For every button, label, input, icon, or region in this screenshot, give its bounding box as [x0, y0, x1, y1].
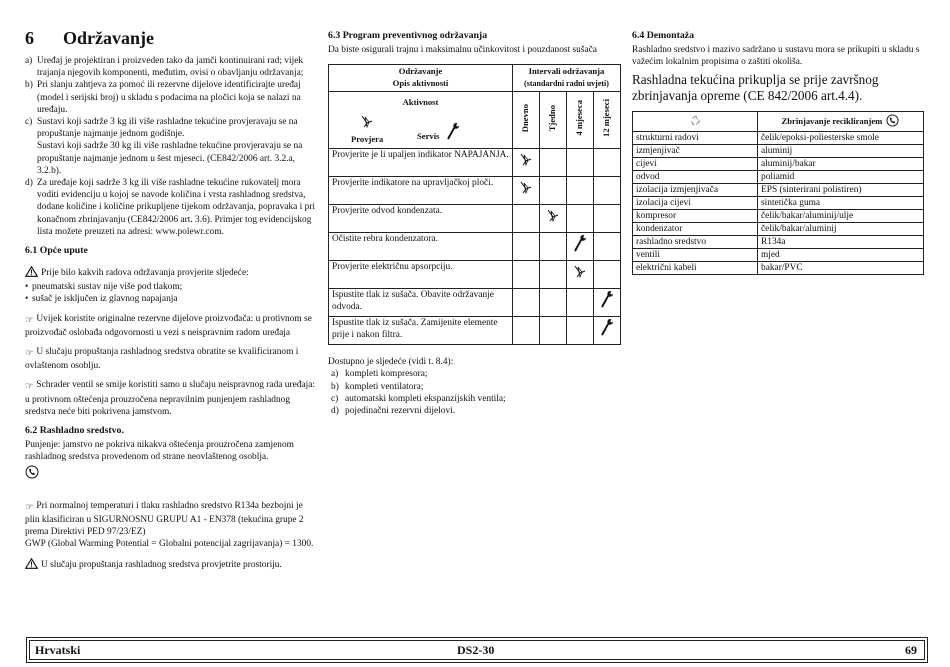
recycle-header-cell — [633, 112, 758, 132]
interval-cell — [567, 289, 594, 317]
interval-cell — [513, 317, 540, 345]
table-header: Održavanje Opis aktivnosti — [329, 65, 513, 92]
component-cell: cijevi — [633, 158, 758, 171]
table-header: Intervali održavanja (standardni radni uvjeti) — [513, 65, 621, 92]
component-cell: odvod — [633, 171, 758, 184]
activity-cell: Očistite rebra kondenzatora. — [329, 233, 513, 261]
check-eye-icon — [545, 217, 561, 227]
activity-cell: Provjerite električnu apsorpciju. — [329, 261, 513, 289]
interval-header: Dnevno — [513, 92, 540, 149]
material-cell: sintetička guma — [758, 197, 924, 210]
interval-cell — [513, 149, 540, 177]
phone-icon — [886, 114, 899, 130]
table-row — [633, 145, 924, 158]
check-eye-icon — [572, 273, 588, 283]
interval-cell — [513, 289, 540, 317]
table-row — [633, 171, 924, 184]
warning-icon — [25, 558, 38, 573]
note-text: ☞ Uvijek koristite originalne rezervne dijelove proizvođača: u protivnom se proizvođač oslobađa odgovornosti u vezi s neispravnim radom uređaja — [25, 313, 312, 338]
interval-cell — [540, 261, 567, 289]
list-item: • pneumatski sustav nije više pod tlakom; — [25, 282, 183, 293]
material-cell: čelik/bakar/aluminij — [758, 223, 924, 236]
interval-cell — [567, 149, 594, 177]
table-header: Zbrinjavanje recikliranjem — [758, 112, 924, 132]
component-cell: električni kabeli — [633, 262, 758, 275]
table-row — [329, 205, 621, 233]
warning-text: Prije bilo kakvih radova održavanja provjerite sljedeće: — [25, 266, 317, 281]
component-cell: ventili — [633, 249, 758, 262]
table-row — [329, 317, 621, 345]
note-text: ☞ Pri normalnoj temperaturi i tlaku rashladno sredstvo R134a bezbojni je plin klasificiran u SIGURNOSNU GRUPU A1 - EN378 (tekućina grupe 2 prema Direktivi PED 97/23/EZ) GWP (Global Warming Potential = Globalni potencijal zagrijavanja) = 1300. — [25, 500, 314, 550]
activity-cell: Provjerite je li upaljen indikator NAPAJANJA. — [329, 149, 513, 177]
check-eye-icon — [518, 161, 534, 171]
table-row — [633, 223, 924, 236]
note-text: ☞ U slučaju propuštanja rashladnog sredstva obratite se kvalificiranom i ovlaštenom osoblju. — [25, 347, 299, 372]
pointing-hand-icon: ☞ — [25, 315, 34, 326]
check-eye-icon — [351, 114, 383, 134]
list-item: a) kompleti kompresora; — [331, 369, 428, 380]
component-cell: kompresor — [633, 210, 758, 223]
section-title: Održavanje — [63, 28, 154, 48]
list-item: a) Uređaj je projektiran i proizveden tako da jamči kontinuirani rad; vijek trajanja njegovih komponenti, međutim, ovisi o obavljanju održavanja; — [25, 56, 304, 79]
list-item: b) kompleti ventilatora; — [331, 381, 424, 392]
interval-cell — [567, 177, 594, 205]
section-number: 6 — [25, 28, 34, 48]
pointing-hand-icon: ☞ — [25, 502, 34, 513]
paragraph: Da biste osigurali trajnu i maksimalnu učinkovitost i pouzdanost sušača — [328, 45, 597, 55]
table-row — [329, 233, 621, 261]
interval-cell — [540, 177, 567, 205]
material-cell: bakar/PVC — [758, 262, 924, 275]
warning-icon — [25, 266, 38, 281]
table-row — [633, 236, 924, 249]
maintenance-table — [328, 64, 621, 345]
heading-6-3: 6.3 Program preventivnog održavanja — [328, 30, 488, 41]
wrench-icon — [599, 331, 615, 341]
interval-cell — [594, 289, 621, 317]
pointing-hand-icon: ☞ — [25, 382, 34, 393]
bullet-list — [25, 281, 317, 305]
paragraph: Punjenje: jamstvo ne pokriva nikakva oštećenja prouzročena zamjenom rashladnog sredstva provedenom od strane neovlaštenog osoblja. — [25, 440, 294, 463]
component-cell: izolacija izmjenjivača — [633, 184, 758, 197]
table-row — [633, 197, 924, 210]
interval-cell — [540, 317, 567, 345]
table-row — [633, 184, 924, 197]
interval-cell — [540, 289, 567, 317]
left-column — [25, 30, 317, 573]
page-number: 69 — [905, 643, 917, 657]
table-row — [633, 210, 924, 223]
right-column — [632, 30, 924, 275]
material-cell: EPS (sinterirani polistiren) — [758, 184, 924, 197]
activity-cell: Provjerite odvod kondenzata. — [329, 205, 513, 233]
paragraph-large: Rashladna tekućina prikuplja se prije završnog zbrinjavanja opreme (CE 842/2006 art.4.4). — [632, 72, 879, 104]
paragraph: Dostupno je sljedeće (vidi t. 8.4): — [328, 357, 454, 368]
intro-list — [25, 55, 317, 238]
list-item: d) pojedinačni rezervni dijelovi. — [331, 406, 456, 417]
recycling-table — [632, 111, 924, 275]
table-row — [329, 261, 621, 289]
material-cell: mjed — [758, 249, 924, 262]
phone-icon — [25, 465, 317, 481]
interval-header: 12 mjeseci — [594, 92, 621, 149]
interval-cell — [540, 233, 567, 261]
paragraph: Rashladno sredstvo i mazivo sadržano u sustavu mora se prikupiti u skladu s važećim lokalnim propisima o zaštiti okoliša. — [632, 45, 920, 68]
interval-cell — [540, 205, 567, 233]
component-cell: strukturni radovi — [633, 132, 758, 145]
interval-cell — [594, 149, 621, 177]
footer-language: Hrvatski — [35, 643, 81, 657]
table-row — [329, 289, 621, 317]
material-cell: čelik/epoksi-poliesterske smole — [758, 132, 924, 145]
list-item: • sušač je isključen iz glavnog napajanja — [25, 294, 178, 305]
table-row — [329, 149, 621, 177]
interval-cell — [513, 205, 540, 233]
heading-6-1: 6.1 Opće upute — [25, 245, 88, 257]
material-cell: aluminij — [758, 145, 924, 158]
interval-cell — [594, 177, 621, 205]
page-footer — [26, 637, 928, 663]
activity-header: Aktivnost Provjera Servis — [329, 92, 513, 149]
activity-cell: Provjerite indikatore na upravljačkoj ploči. — [329, 177, 513, 205]
list-item: c) automatski kompleti ekspanzijskih ventila; — [331, 393, 506, 404]
component-cell: izmjenjivač — [633, 145, 758, 158]
interval-cell — [567, 261, 594, 289]
wrench-icon — [445, 122, 461, 146]
list-item: d) Za uređaje koji sadrže 3 kg ili više rashladne tekućine rukovatelj mora voditi evidenciju u kojoj se navode količina i vrsta rashladnog sredstva, dodane količine i količine prikupljene tijekom održavanja, popravaka i pri konačnom zbrinjavanju (CE842/2006 art. 3.6). Primjer tog evidencijskog lista možete preuzeti na adresi: www.polewr.com. — [25, 178, 316, 237]
interval-cell — [540, 149, 567, 177]
material-cell: aluminij/bakar — [758, 158, 924, 171]
table-row — [633, 249, 924, 262]
table-row — [633, 262, 924, 275]
activity-cell: Ispustite tlak iz sušača. Obavite održavanje odvoda. — [329, 289, 513, 317]
recycle-icon — [690, 118, 701, 128]
note-text: ☞ Schrader ventil se smije koristiti samo u slučaju neispravnog rada uređaja: u protivnom oštećenja prouzročena nepravilnim punjenjem rashladnog sredstva neće biti pokrivena jamstvom. — [25, 380, 315, 417]
interval-cell — [594, 261, 621, 289]
table-row — [633, 158, 924, 171]
activity-cell: Ispustite tlak iz sušača. Zamijenite elemente prije i nakon filtra. — [329, 317, 513, 345]
interval-cell — [594, 317, 621, 345]
wrench-icon — [572, 247, 588, 257]
heading-6-4: 6.4 Demontaža — [632, 30, 695, 41]
interval-header: 4 mjeseca — [567, 92, 594, 149]
heading-6-2: 6.2 Rashladno sredstvo. — [25, 425, 124, 437]
material-cell: čelik/bakar/aluminij/ulje — [758, 210, 924, 223]
middle-column — [328, 30, 621, 417]
list-item: b) Pri slanju zahtjeva za pomoć ili rezervne dijelove identificirajte uređaj (model i serijski broj) u skladu s podacima na pločici koja se nalazi na uređaju. — [25, 80, 301, 115]
interval-cell — [594, 205, 621, 233]
material-cell: R134a — [758, 236, 924, 249]
check-eye-icon — [518, 189, 534, 199]
component-cell: kondenzator — [633, 223, 758, 236]
component-cell: izolacija cijevi — [633, 197, 758, 210]
interval-cell — [567, 233, 594, 261]
wrench-icon — [599, 303, 615, 313]
interval-header: Tjedno — [540, 92, 567, 149]
warning-text: U slučaju propuštanja rashladnog sredstva provjetrite prostoriju. — [25, 558, 317, 573]
interval-cell — [567, 317, 594, 345]
interval-cell — [513, 177, 540, 205]
table-row — [633, 132, 924, 145]
component-cell: rashladno sredstvo — [633, 236, 758, 249]
interval-cell — [594, 233, 621, 261]
list-item: c) Sustavi koji sadrže 3 kg ili više rashladne tekućine provjeravaju se na propuštanje najmanje jednom godišnje. Sustavi koji sadrže 30 kg ili više rashladne tekućine provjeravaju se na propuštanje najmanje jednom u šest mjeseci. (CE842/2006 art. 3.2.a, 3.2.b). — [25, 117, 303, 176]
table-row — [329, 177, 621, 205]
interval-cell — [513, 233, 540, 261]
footer-model: DS2-30 — [457, 643, 495, 657]
material-cell: poliamid — [758, 171, 924, 184]
pointing-hand-icon: ☞ — [25, 349, 34, 360]
interval-cell — [567, 205, 594, 233]
section-heading — [25, 28, 317, 49]
interval-cell — [513, 261, 540, 289]
available-list — [328, 368, 621, 417]
